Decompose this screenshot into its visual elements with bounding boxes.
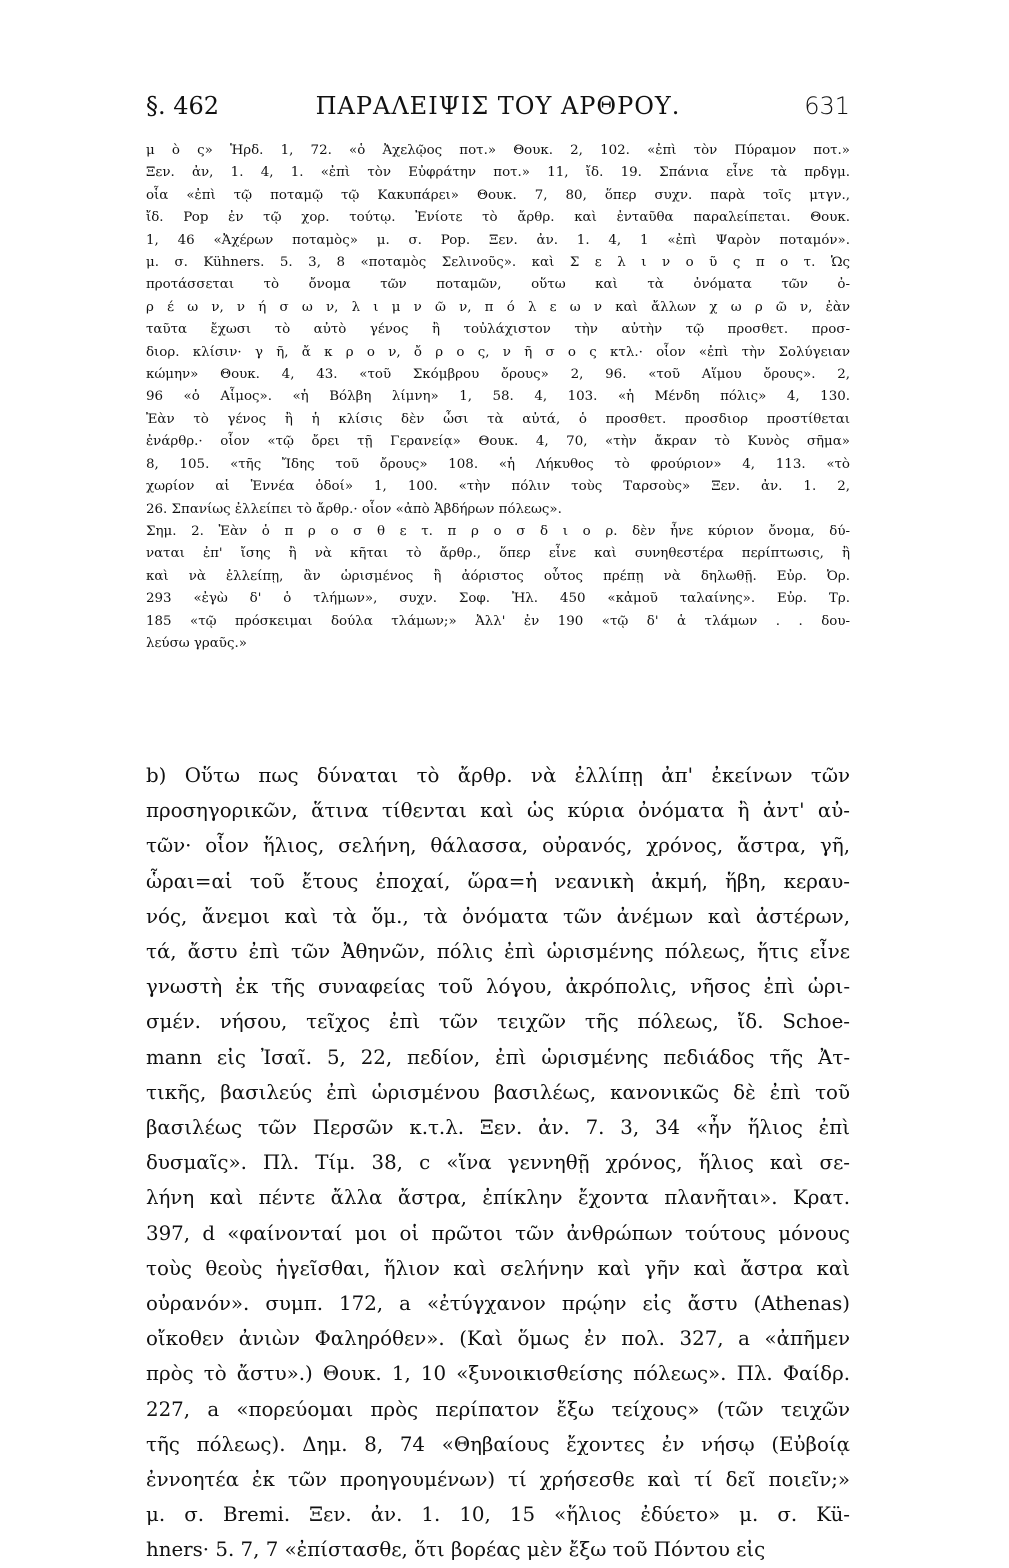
text-line: τά, ἄστυ ἐπὶ τῶν Ἀθηνῶν, πόλις ἐπὶ ὡρισμένης πόλεως, ἥτις εἶνε: [146, 940, 850, 964]
text-line: προσηγορικῶν, ἅτινα τίθενται καὶ ὡς κύρια ὀνόματα ἢ ἀντ' αὐ-: [146, 799, 850, 823]
section-number: §. 462: [146, 92, 220, 120]
text-line: 96 «ὁ Αἷμος». «ἡ Βόλβη λίμνη» 1, 58. 4, 103. «ἡ Μένδη πόλις» 4, 130.: [146, 389, 850, 405]
main-text-block: [146, 758, 850, 1568]
page-title: ΠΑΡΑΛΕΙΨΙΣ ΤΟΥ ΑΡΘΡΟΥ.: [315, 92, 681, 120]
text-line: mann εἰς Ἰσαῖ. 5, 22, πεδίον, ἐπὶ ὡρισμένης πεδιάδος τῆς Ἀτ-: [146, 1045, 850, 1069]
text-line: διορ. κλίσιν· γ ῆ, ἄ κ ρ ο ν, ὄ ρ ο ς, ν ῆ σ ο ς κτλ.· οἷον «ἐπὶ τὴν Σολύγειαν: [146, 344, 850, 360]
text-line: Ἐὰν τὸ γένος ἢ ἡ κλίσις δὲν ὦσι τὰ αὐτά, ὁ προσθετ. προσδιορ προστίθεται: [146, 411, 850, 427]
text-line: τικῆς, βασιλεύς ἐπὶ ὡρισμένου βασιλέως, κανονικῶς δὲ ἐπὶ τοῦ: [146, 1080, 850, 1104]
text-line: λήνη καὶ πέντε ἄλλα ἄστρα, ἐπίκλην ἔχοντα πλανῆται». Κρατ.: [146, 1186, 850, 1210]
text-line: γνωστὴ ἐκ τῆς συναφείας τοῦ λόγου, ἀκρόπολις, νῆσος ἐπὶ ὡρι-: [146, 975, 850, 999]
text-line: b) Οὕτω πως δύναται τὸ ἄρθρ. νὰ ἐλλίπῃ ἀπ' ἐκείνων τῶν: [146, 764, 850, 787]
text-line: 185 «τῷ πρόσκειμαι δούλα τλάμων;» Ἀλλ' ἐν 190 «τῷ δ' ἁ τλάμων . . δου-: [146, 613, 850, 629]
text-line: πρὸς τὸ ἄστυ».) Θουκ. 1, 10 «ξυνοικισθείσης πόλεως». Πλ. Φαίδρ.: [146, 1362, 850, 1386]
text-line: 227, a «πορεύομαι πρὸς περίπατον ἔξω τείχους» (τῶν τειχῶν: [146, 1397, 850, 1421]
text-line: 1, 46 «Ἀχέρων ποταμὸς» μ. σ. Pop. Ξεν. ἀν. 1. 4, 1 «ἐπὶ Ψαρὸν ποταμόν».: [146, 232, 850, 248]
text-line: ἐνάρθρ.· οἷον «τῷ ὄρει τῇ Γερανείᾳ» Θουκ. 4, 70, «τὴν ἄκραν τὸ Κυνὸς σῆμα»: [146, 434, 850, 450]
text-line: οἷα «ἐπὶ τῷ ποταμῷ τῷ Κακυπάρει» Θουκ. 7, 80, ὅπερ συχν. παρὰ τοῖς μτγν.,: [146, 187, 850, 203]
text-line: δυσμαῖς». Πλ. Τίμ. 38, c «ἵνα γεννηθῇ χρόνος, ἥλιος καὶ σε-: [146, 1151, 850, 1175]
text-line: 293 «ἐγὼ δ' ὁ τλήμων», συχν. Σοφ. Ἠλ. 450 «κἀμοῦ ταλαίνης». Εὐρ. Τρ.: [146, 591, 850, 607]
text-line: σμέν. νήσου, τεῖχος ἐπὶ τῶν τειχῶν τῆς πόλεως, ἴδ. Schoe-: [146, 1010, 850, 1034]
text-line: ταῦτα ἔχωσι τὸ αὐτὸ γένος ἢ τοὐλάχιστον τὴν αὐτὴν τῷ προσθετ. προσ-: [146, 322, 850, 338]
text-line: καὶ νὰ ἐλλείπῃ, ἂν ὡρισμένος ἢ ἀόριστος οὗτος πρέπῃ νὰ δηλωθῇ. Εὐρ. Ὀρ.: [146, 568, 850, 584]
text-line: 8, 105. «τῆς Ἴδης τοῦ ὄρους» 108. «ἡ Λήκυθος τὸ φρούριον» 4, 113. «τὸ: [146, 456, 850, 472]
text-line: hners· 5. 7, 7 «ἐπίστασθε, ὅτι βορέας μὲν ἔξω τοῦ Πόντου εἰς: [146, 1538, 766, 1562]
text-line: Σημ. 2. Ἐὰν ὁ π ρ ο σ θ ε τ. π ρ ο σ δ ι ο ρ. δὲν ἦνε κύριον ὄνομα, δύ-: [146, 523, 850, 539]
text-line: τῆς πόλεως). Δημ. 8, 74 «Θηβαίους ἔχοντες ἐν νήσῳ (Εὐβοίᾳ: [146, 1432, 850, 1456]
text-line: τοὺς θεοὺς ἡγεῖσθαι, ἥλιον καὶ σελήνην καὶ γῆν καὶ ἄστρα καὶ: [146, 1256, 850, 1280]
text-line: ναται ἐπ' ἴσης ἢ νὰ κῆται τὸ ἄρθρ., ὅπερ εἶνε καὶ συνηθεστέρα περίπτωσις, ἢ: [146, 546, 850, 562]
text-line: οἴκοθεν ἀνιὼν Φαληρόθεν». (Καὶ ὅμως ἐν πολ. 327, a «ἀπῆμεν: [146, 1327, 850, 1351]
running-header: [146, 92, 850, 128]
text-line: Ξεν. ἀν, 1. 4, 1. «ἐπὶ τὸν Εὐφράτην ποτ.» 11, ἴδ. 19. Σπάνια εἶνε τὰ πρδγμ.: [146, 165, 850, 181]
text-line: λεύσω γραῦς.»: [146, 635, 247, 651]
text-line: μ ὸ ς» Ἡρδ. 1, 72. «ὁ Ἀχελῷος ποτ.» Θουκ. 2, 102. «ἐπὶ τὸν Πύραμον ποτ.»: [146, 143, 850, 158]
text-line: τῶν· οἷον ἥλιος, σελήνη, θάλασσα, οὐρανός, χρόνος, ἄστρα, γῆ,: [146, 834, 850, 858]
text-line: νός, ἄνεμοι καὶ τὰ ὅμ., τὰ ὀνόματα τῶν ἀνέμων καὶ ἀστέρων,: [146, 904, 850, 928]
text-line: 26. Σπανίως ἐλλείπει τὸ ἄρθρ.· οἷον «ἀπὸ Ἀβδήρων πόλεως».: [146, 501, 562, 517]
text-line: κώμην» Θουκ. 4, 43. «τοῦ Σκόμβρου ὄρους» 2, 96. «τοῦ Αἵμου ὄρους». 2,: [146, 367, 850, 383]
text-line: μ. σ. Bremi. Ξεν. ἀν. 1. 10, 15 «ἥλιος ἐδύετο» μ. σ. Kü-: [146, 1503, 850, 1527]
text-line: ἴδ. Pop ἐν τῷ χορ. τούτῳ. Ἐνίοτε τὸ ἄρθρ. καὶ ἐνταῦθα παραλείπεται. Θουκ.: [146, 210, 850, 226]
text-line: οὐρανόν». συμπ. 172, a «ἐτύγχανον πρῴην εἰς ἄστυ (Athenas): [146, 1292, 850, 1316]
text-line: ἐννοητέα ἐκ τῶν προηγουμένων) τί χρήσεσθε καὶ τί δεῖ ποιεῖν;»: [146, 1468, 850, 1492]
text-line: προτάσσεται τὸ ὄνομα τῶν ποταμῶν, οὕτω καὶ τὰ ὀνόματα τῶν ὀ-: [146, 277, 850, 293]
footnote-text-block: [146, 140, 850, 655]
text-line: 397, d «φαίνονταί μοι οἱ πρῶτοι τῶν ἀνθρώπων τούτους μόνους: [146, 1221, 850, 1245]
text-line: μ. σ. Kühners. 5. 3, 8 «ποταμὸς Σελινοῦς». καὶ Σ ε λ ι ν ο ῦ ς π ο τ. Ὡς: [146, 255, 850, 271]
page-number: 631: [804, 92, 850, 120]
text-line: ρ έ ω ν, ν ή σ ω ν, λ ι μ ν ῶ ν, π ό λ ε ω ν καὶ ἄλλων χ ω ρ ῶ ν, ἐὰν: [146, 299, 850, 315]
text-line: χωρίον αἱ Ἐννέα ὁδοί» 1, 100. «τὴν πόλιν τοὺς Ταρσοὺς» Ξεν. ἀν. 1. 2,: [146, 479, 850, 495]
text-line: ὧραι=αἱ τοῦ ἔτους ἐποχαί, ὥρα=ἡ νεανικὴ ἀκμή, ἥβη, κεραυ-: [146, 869, 850, 893]
text-line: βασιλέως τῶν Περσῶν κ.τ.λ. Ξεν. ἀν. 7. 3, 34 «ἦν ἥλιος ἐπὶ: [146, 1116, 850, 1140]
